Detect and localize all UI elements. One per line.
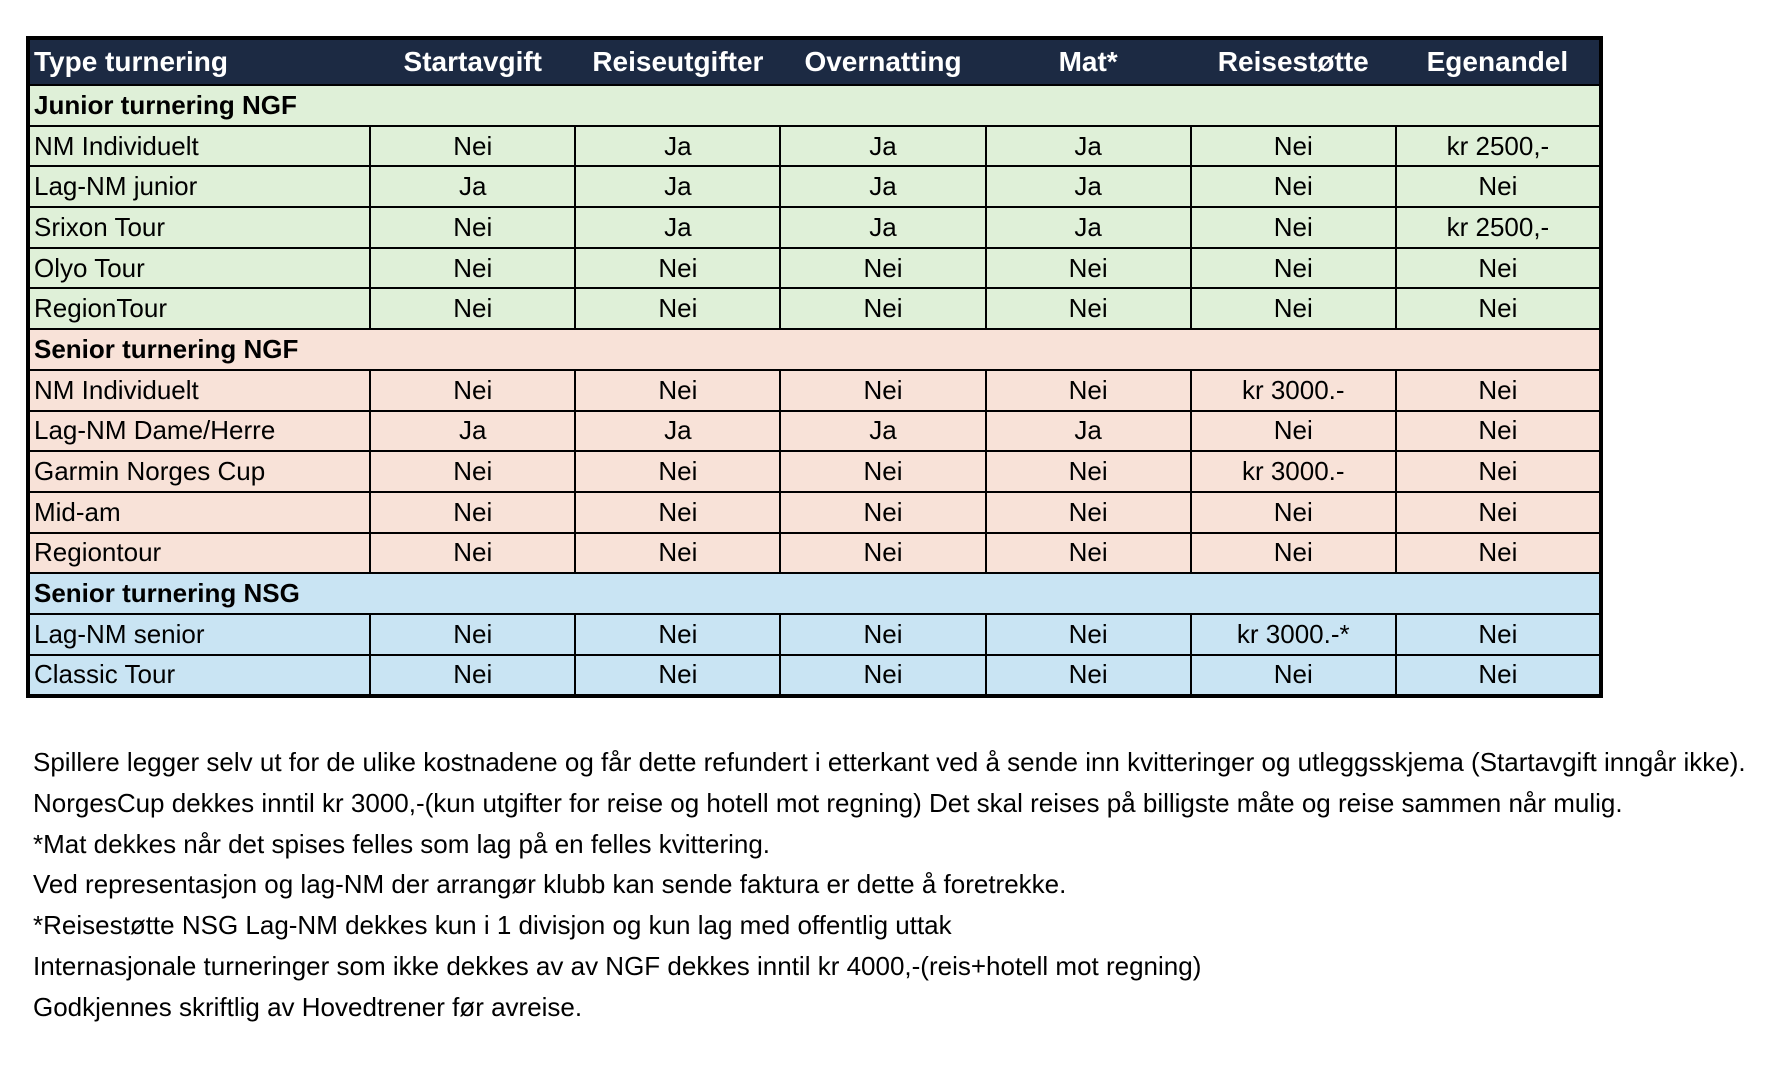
note-line: *Mat dekkes når det spises felles som lag på en felles kvittering.	[33, 828, 771, 859]
header-reiseutgifter: Reiseutgifter	[575, 38, 780, 85]
table-cell: Ja	[575, 411, 780, 452]
table-cell: Nei	[1191, 126, 1396, 167]
table-cell: Nei	[1396, 411, 1601, 452]
section-title: Senior turnering NGF	[28, 329, 1601, 370]
table-cell: Nei	[986, 614, 1191, 655]
table-cell: Nei	[986, 451, 1191, 492]
section-title: Junior turnering NGF	[28, 85, 1601, 126]
table-cell: Ja	[575, 166, 780, 207]
header-overnatting: Overnatting	[780, 38, 985, 85]
note-line: Ved representasjon og lag-NM der arrangør klubb kan sende faktura er dette å foretrekke.	[33, 869, 1067, 900]
table-cell: Nei	[1396, 166, 1601, 207]
table-cell: Ja	[575, 207, 780, 248]
section-header-row	[28, 573, 1601, 614]
table-cell: Ja	[780, 207, 985, 248]
table-cell: Nei	[370, 451, 575, 492]
table-row	[28, 492, 1601, 533]
section-header-row	[28, 329, 1601, 370]
note-line: Internasjonale turneringer som ikke dekkes av av NGF dekkes inntil kr 4000,-(reis+hotell mot regning)	[33, 950, 1202, 981]
header-mat: Mat*	[986, 38, 1191, 85]
table-row	[28, 126, 1601, 167]
section-title: Senior turnering NSG	[28, 573, 1601, 614]
note-line: Spillere legger selv ut for de ulike kostnadene og får dette refundert i etterkant ved å sende inn kvitteringer og utleggsskjema (Startavgift inngår ikke).	[33, 747, 1746, 777]
table-cell: Nei	[1191, 492, 1396, 533]
note-line: Godkjennes skriftlig av Hovedtrener før avreise.	[33, 991, 583, 1022]
table-cell: kr 3000.-	[1191, 451, 1396, 492]
table-cell: Nei	[780, 288, 985, 329]
table-cell: Nei	[1191, 533, 1396, 574]
table-cell: Nei	[575, 288, 780, 329]
table-cell: Nei	[370, 288, 575, 329]
table-cell: Nei	[575, 533, 780, 574]
header-egenandel: Egenandel	[1396, 38, 1601, 85]
table-cell: Nei	[780, 248, 985, 289]
table-cell: Nei	[986, 492, 1191, 533]
table-row	[28, 614, 1601, 655]
table-cell: kr 2500,-	[1396, 126, 1601, 167]
table-cell: Nei	[370, 126, 575, 167]
tournament-name-cell: Garmin Norges Cup	[28, 451, 370, 492]
tournament-name-cell: Lag-NM senior	[28, 614, 370, 655]
table-cell: Ja	[986, 207, 1191, 248]
table-cell: Nei	[1396, 492, 1601, 533]
notes-block	[33, 742, 1746, 1028]
table-cell: Ja	[780, 166, 985, 207]
tournament-name-cell: Lag-NM Dame/Herre	[28, 411, 370, 452]
tournament-name-cell: RegionTour	[28, 288, 370, 329]
tournament-name-cell: NM Individuelt	[28, 370, 370, 411]
table-cell: Nei	[370, 492, 575, 533]
table-cell: Nei	[575, 655, 780, 697]
table-cell: Nei	[780, 614, 985, 655]
header-startavgift: Startavgift	[370, 38, 575, 85]
table-cell: Nei	[1396, 451, 1601, 492]
tournament-name-cell: Olyo Tour	[28, 248, 370, 289]
table-header-row	[28, 38, 1601, 85]
table-cell: Nei	[575, 492, 780, 533]
table-cell: Nei	[780, 370, 985, 411]
header-reisestotte: Reisestøtte	[1191, 38, 1396, 85]
tournament-name-cell: Srixon Tour	[28, 207, 370, 248]
table-cell: Nei	[1191, 288, 1396, 329]
table-cell: Nei	[986, 288, 1191, 329]
table-cell: Ja	[986, 411, 1191, 452]
table-cell: Nei	[370, 207, 575, 248]
table-cell: kr 2500,-	[1396, 207, 1601, 248]
table-cell: Nei	[1396, 655, 1601, 697]
table-cell: Nei	[1191, 655, 1396, 697]
table-cell: Nei	[780, 533, 985, 574]
table-cell: Ja	[370, 411, 575, 452]
table-row	[28, 655, 1601, 697]
tournament-coverage-table	[26, 36, 1603, 698]
table-row	[28, 166, 1601, 207]
table-cell: Nei	[1191, 166, 1396, 207]
table-cell: Nei	[370, 614, 575, 655]
note-line: *Reisestøtte NSG Lag-NM dekkes kun i 1 divisjon og kun lag med offentlig uttak	[33, 910, 952, 941]
table-cell: Nei	[1396, 370, 1601, 411]
table-row	[28, 288, 1601, 329]
table-cell: Ja	[370, 166, 575, 207]
table-cell: Nei	[370, 655, 575, 697]
table-row	[28, 207, 1601, 248]
table-cell: Nei	[370, 248, 575, 289]
header-type: Type turnering	[28, 38, 370, 85]
table-cell: Nei	[1191, 207, 1396, 248]
table-cell: Ja	[986, 126, 1191, 167]
table-cell: kr 3000.-	[1191, 370, 1396, 411]
table-cell: Nei	[1396, 614, 1601, 655]
table-cell: Nei	[1396, 288, 1601, 329]
table-cell: Nei	[575, 614, 780, 655]
table-cell: Nei	[986, 655, 1191, 697]
table-cell: Nei	[1191, 248, 1396, 289]
table-cell: kr 3000.-*	[1191, 614, 1396, 655]
tournament-name-cell: Regiontour	[28, 533, 370, 574]
table-row	[28, 370, 1601, 411]
note-line: NorgesCup dekkes inntil kr 3000,-(kun utgifter for reise og hotell mot regning) Det skal reises på billigste måte og reise sammen når mulig.	[33, 787, 1623, 818]
tournament-name-cell: NM Individuelt	[28, 126, 370, 167]
tournament-name-cell: Mid-am	[28, 492, 370, 533]
table-cell: Nei	[1396, 533, 1601, 574]
table-cell: Nei	[986, 533, 1191, 574]
table-cell: Ja	[780, 411, 985, 452]
table-cell: Nei	[575, 451, 780, 492]
table-row	[28, 248, 1601, 289]
table-cell: Nei	[780, 492, 985, 533]
table-cell: Nei	[1191, 411, 1396, 452]
table-cell: Nei	[986, 248, 1191, 289]
table-row	[28, 411, 1601, 452]
tournament-name-cell: Classic Tour	[28, 655, 370, 697]
table-row	[28, 451, 1601, 492]
table-cell: Nei	[575, 248, 780, 289]
table-cell: Ja	[575, 126, 780, 167]
table-cell: Nei	[370, 533, 575, 574]
table-cell: Ja	[780, 126, 985, 167]
tournament-name-cell: Lag-NM junior	[28, 166, 370, 207]
table-cell: Nei	[780, 655, 985, 697]
table-cell: Nei	[780, 451, 985, 492]
section-header-row	[28, 85, 1601, 126]
table-cell: Nei	[986, 370, 1191, 411]
table-row	[28, 533, 1601, 574]
table-cell: Nei	[370, 370, 575, 411]
table-cell: Nei	[1396, 248, 1601, 289]
table-cell: Nei	[575, 370, 780, 411]
table-cell: Ja	[986, 166, 1191, 207]
